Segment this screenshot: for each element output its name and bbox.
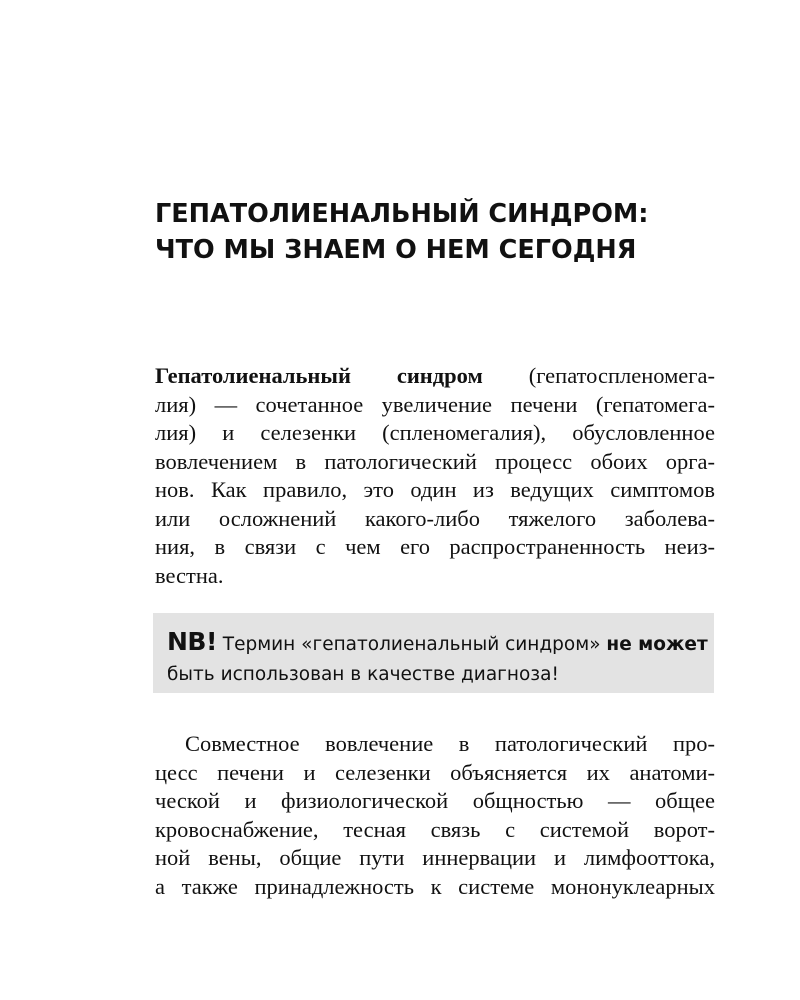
intro-line-4: вовлечением в патологический процесс обоих орга- bbox=[155, 448, 715, 474]
intro-line-7: ния, в связи с чем его распространенность неиз- bbox=[155, 534, 715, 559]
nb-emphasis: не может bbox=[606, 634, 708, 655]
body-line-5: ной вены, общие пути иннервации и лимфооттока, bbox=[155, 845, 715, 870]
intro-line-1 bbox=[155, 362, 715, 391]
body-line-4: кровоснабжение, тесная связь с системой ворот- bbox=[155, 816, 715, 842]
intro-line-6: или осложнений какого-либо тяжелого заболева- bbox=[155, 505, 715, 531]
intro-paragraph bbox=[155, 362, 715, 590]
chapter-title-line-1: ГЕПАТОЛИЕНАЛЬНЫЙ СИНДРОМ: bbox=[155, 199, 649, 229]
intro-line-1-rest: (гепатоспленомега- bbox=[482, 363, 715, 388]
chapter-title-line-2: ЧТО МЫ ЗНАЕМ О НЕМ СЕГОДНЯ bbox=[155, 235, 637, 265]
intro-term: Гепатолиенальный синдром bbox=[155, 363, 483, 388]
chapter-title bbox=[155, 196, 715, 268]
intro-line-2: лия) — сочетанное увеличение печени (гепатомега- bbox=[155, 391, 715, 417]
intro-line-8: вестна. bbox=[155, 562, 224, 588]
body-line-3: ческой и физиологической общностью — общее bbox=[155, 788, 715, 813]
nb-note-line-1 bbox=[167, 627, 708, 660]
nb-note-box bbox=[153, 613, 714, 693]
nb-text: Термин «гепатолиенальный синдром» bbox=[216, 634, 607, 655]
nb-note-line-2: быть использован в качестве диагноза! bbox=[167, 664, 559, 685]
intro-line-5: нов. Как правило, это один из ведущих симптомов bbox=[155, 477, 715, 502]
nb-label: NB! bbox=[167, 627, 217, 656]
body-paragraph bbox=[155, 730, 715, 901]
body-line-6: а также принадлежность к системе мононуклеарных bbox=[155, 873, 715, 899]
intro-line-3: лия) и селезенки (спленомегалия), обусловленное bbox=[155, 420, 715, 445]
body-line-1: Совместное вовлечение в патологический про- bbox=[185, 731, 715, 756]
body-line-2: цесс печени и селезенки объясняется их анатоми- bbox=[155, 759, 715, 785]
